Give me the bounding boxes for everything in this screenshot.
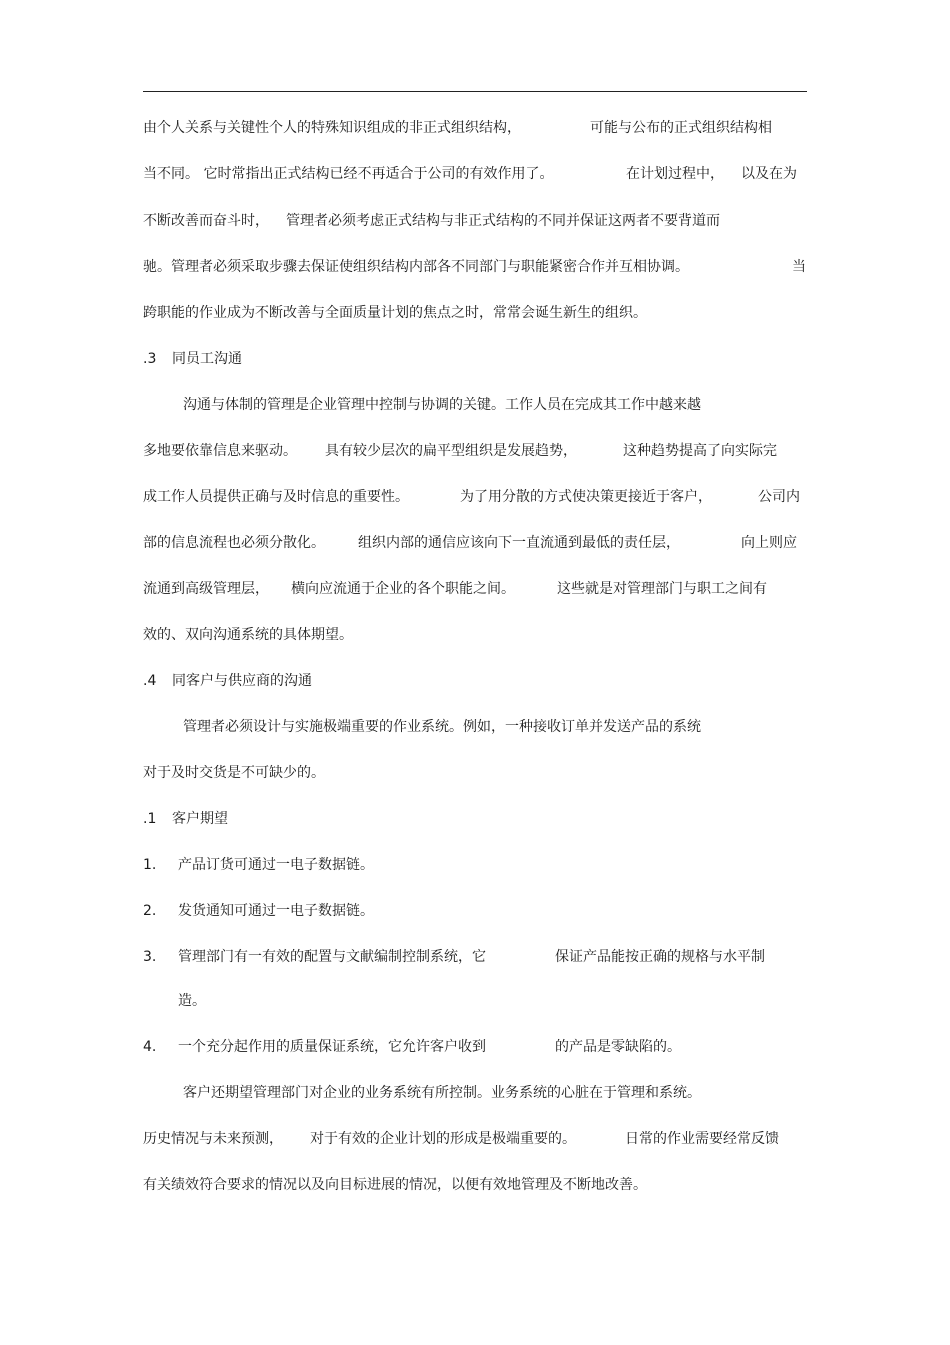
text-segment: 1. bbox=[143, 857, 157, 873]
text-segment: 可能与公布的正式组织结构相 bbox=[590, 120, 772, 136]
text-segment: 造。 bbox=[178, 993, 206, 1009]
text-segment: 部的信息流程也必须分散化。 bbox=[143, 535, 325, 551]
text-segment: 同客户与供应商的沟通 bbox=[172, 673, 312, 689]
text-segment: 这种趋势提高了向实际完 bbox=[623, 443, 777, 459]
text-segment: 客户期望 bbox=[172, 811, 228, 827]
text-segment: 当 bbox=[792, 259, 806, 275]
text-segment: 向上则应 bbox=[741, 535, 797, 551]
text-segment: 对于有效的企业计划的形成是极端重要的。 bbox=[310, 1131, 576, 1147]
text-segment: 一个充分起作用的质量保证系统，它允许客户收到 bbox=[178, 1039, 486, 1055]
text-segment: 3. bbox=[143, 949, 157, 965]
text-segment: 历史情况与未来预测， bbox=[143, 1131, 283, 1147]
text-segment: 跨职能的作业成为不断改善与全面质量计划的焦点之时，常常会诞生新生的组织。 bbox=[143, 305, 647, 321]
text-segment: 4. bbox=[143, 1039, 157, 1055]
text-segment: 成工作人员提供正确与及时信息的重要性。 bbox=[143, 489, 409, 505]
text-segment: 组织内部的通信应该向下一直流通到最低的责任层， bbox=[358, 535, 680, 551]
text-segment: .1 bbox=[143, 811, 157, 827]
text-segment: 以及在为 bbox=[741, 166, 797, 182]
text-segment: .4 bbox=[143, 673, 157, 689]
text-segment: 当不同。 它时常指出正式结构已经不再适合于公司的有效作用了。 bbox=[143, 166, 554, 182]
text-segment: 有关绩效符合要求的情况以及向目标进展的情况，以便有效地管理及不断地改善。 bbox=[143, 1177, 647, 1193]
text-segment: 保证产品能按正确的规格与水平制 bbox=[555, 949, 765, 965]
text-segment: 产品订货可通过一电子数据链。 bbox=[178, 857, 374, 873]
text-segment: 在计划过程中， bbox=[626, 166, 724, 182]
text-segment: 管理者必须考虑正式结构与非正式结构的不同并保证这两者不要背道而 bbox=[286, 213, 720, 229]
text-segment: 不断改善而奋斗时， bbox=[143, 213, 269, 229]
text-segment: 对于及时交货是不可缺少的。 bbox=[143, 765, 325, 781]
text-segment: 发货通知可通过一电子数据链。 bbox=[178, 903, 374, 919]
text-segment: 效的、双向沟通系统的具体期望。 bbox=[143, 627, 353, 643]
text-segment: 管理部门有一有效的配置与文献编制控制系统，它 bbox=[178, 949, 486, 965]
text-segment: 2. bbox=[143, 903, 157, 919]
text-segment: .3 bbox=[143, 351, 157, 367]
text-segment: 由个人关系与关键性个人的特殊知识组成的非正式组织结构， bbox=[143, 120, 521, 136]
text-segment: 驰。管理者必须采取步骤去保证使组织结构内部各不同部门与职能紧密合作并互相协调。 bbox=[143, 259, 689, 275]
text-segment: 管理者必须设计与实施极端重要的作业系统。例如，一种接收订单并发送产品的系统 bbox=[183, 719, 701, 735]
text-segment: 横向应流通于企业的各个职能之间。 bbox=[291, 581, 515, 597]
text-segment: 客户还期望管理部门对企业的业务系统有所控制。业务系统的心脏在于管理和系统。 bbox=[183, 1085, 701, 1101]
text-segment: 沟通与体制的管理是企业管理中控制与协调的关键。工作人员在完成其工作中越来越 bbox=[183, 397, 701, 413]
text-segment: 的产品是零缺陷的。 bbox=[555, 1039, 681, 1055]
text-segment: 多地要依靠信息来驱动。 bbox=[143, 443, 297, 459]
text-segment: 为了用分散的方式使决策更接近于客户， bbox=[460, 489, 712, 505]
text-segment: 具有较少层次的扁平型组织是发展趋势， bbox=[325, 443, 577, 459]
text-segment: 日常的作业需要经常反馈 bbox=[625, 1131, 779, 1147]
header-rule bbox=[143, 91, 807, 92]
text-segment: 同员工沟通 bbox=[172, 351, 242, 367]
text-segment: 这些就是对管理部门与职工之间有 bbox=[557, 581, 767, 597]
text-segment: 公司内 bbox=[758, 489, 800, 505]
text-segment: 流通到高级管理层， bbox=[143, 581, 269, 597]
